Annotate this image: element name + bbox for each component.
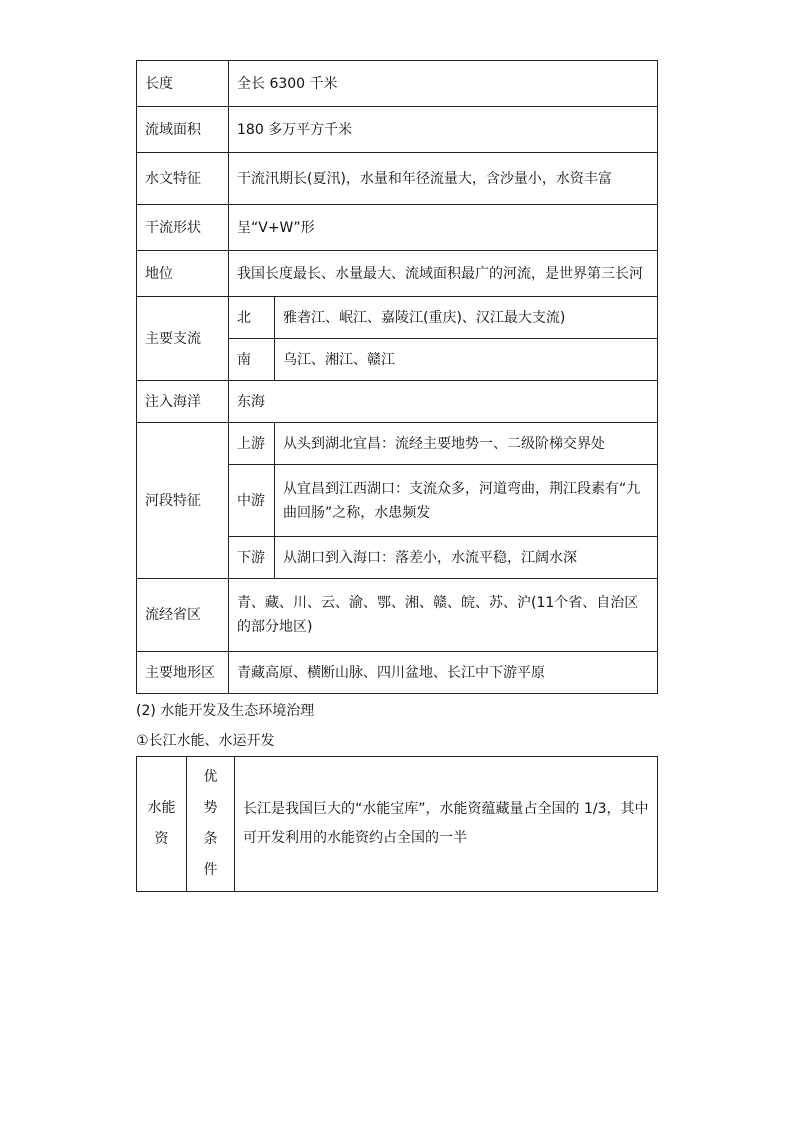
tributaries-label: 主要支流 — [137, 297, 229, 381]
row-value: 我国长度最长、水量最大、流域面积最广的河流，是世界第三长河 — [229, 251, 658, 297]
advantage-char: 条 — [203, 831, 218, 847]
row-label: 地位 — [137, 251, 229, 297]
north-label: 北 — [229, 297, 275, 339]
hydropower-label — [137, 757, 187, 892]
hydropower-description: 长江是我国巨大的“水能宝库”，水能资蕴藏量占全国的 1/3，其中可开发利用的水能资约占全国的一半 — [235, 757, 658, 892]
south-tributaries: 乌江、湘江、赣江 — [275, 339, 658, 381]
advantage-char: 件 — [203, 862, 218, 878]
row-label: 流域面积 — [137, 107, 229, 153]
sections-label: 河段特征 — [137, 423, 229, 579]
advantage-char: 优 — [203, 769, 218, 785]
row-value: 180 多万平方千米 — [229, 107, 658, 153]
row-label: 长度 — [137, 61, 229, 107]
row-value: 干流汛期长(夏汛)，水量和年径流量大，含沙量小，水资丰富 — [229, 153, 658, 205]
row-label: 水文特征 — [137, 153, 229, 205]
provinces-label: 流经省区 — [137, 579, 229, 652]
provinces-value: 青、藏、川、云、渝、鄂、湘、赣、皖、苏、沪(11个省、自治区的部分地区) — [229, 579, 658, 652]
landforms-label: 主要地形区 — [137, 652, 229, 694]
advantage-char: 势 — [203, 800, 218, 816]
yangtze-overview-table — [136, 60, 658, 694]
section-heading: (2) 水能开发及生态环境治理 — [136, 703, 315, 719]
row-label: 干流形状 — [137, 205, 229, 251]
middle-value: 从宜昌到江西湖口：支流众多，河道弯曲，荆江段素有“九曲回肠”之称，水患频发 — [275, 465, 658, 537]
hydropower-table — [136, 756, 658, 892]
middle-label: 中游 — [229, 465, 275, 537]
lower-value: 从湖口到入海口：落差小，水流平稳，江阔水深 — [275, 537, 658, 579]
subsection-heading: ①长江水能、水运开发 — [136, 733, 275, 749]
ocean-label: 注入海洋 — [137, 381, 229, 423]
south-label: 南 — [229, 339, 275, 381]
upper-value: 从头到湖北宜昌：流经主要地势一、二级阶梯交界处 — [275, 423, 658, 465]
advantage-label — [187, 757, 235, 892]
row-value: 呈“V+W”形 — [229, 205, 658, 251]
row-value: 全长 6300 千米 — [229, 61, 658, 107]
landforms-value: 青藏高原、横断山脉、四川盆地、长江中下游平原 — [229, 652, 658, 694]
ocean-value: 东海 — [229, 381, 658, 423]
north-tributaries: 雅砻江、岷江、嘉陵江(重庆)、汉江最大支流) — [275, 297, 658, 339]
hydropower-label-line: 资 — [154, 831, 169, 847]
upper-label: 上游 — [229, 423, 275, 465]
hydropower-label-line: 水能 — [147, 800, 176, 816]
lower-label: 下游 — [229, 537, 275, 579]
